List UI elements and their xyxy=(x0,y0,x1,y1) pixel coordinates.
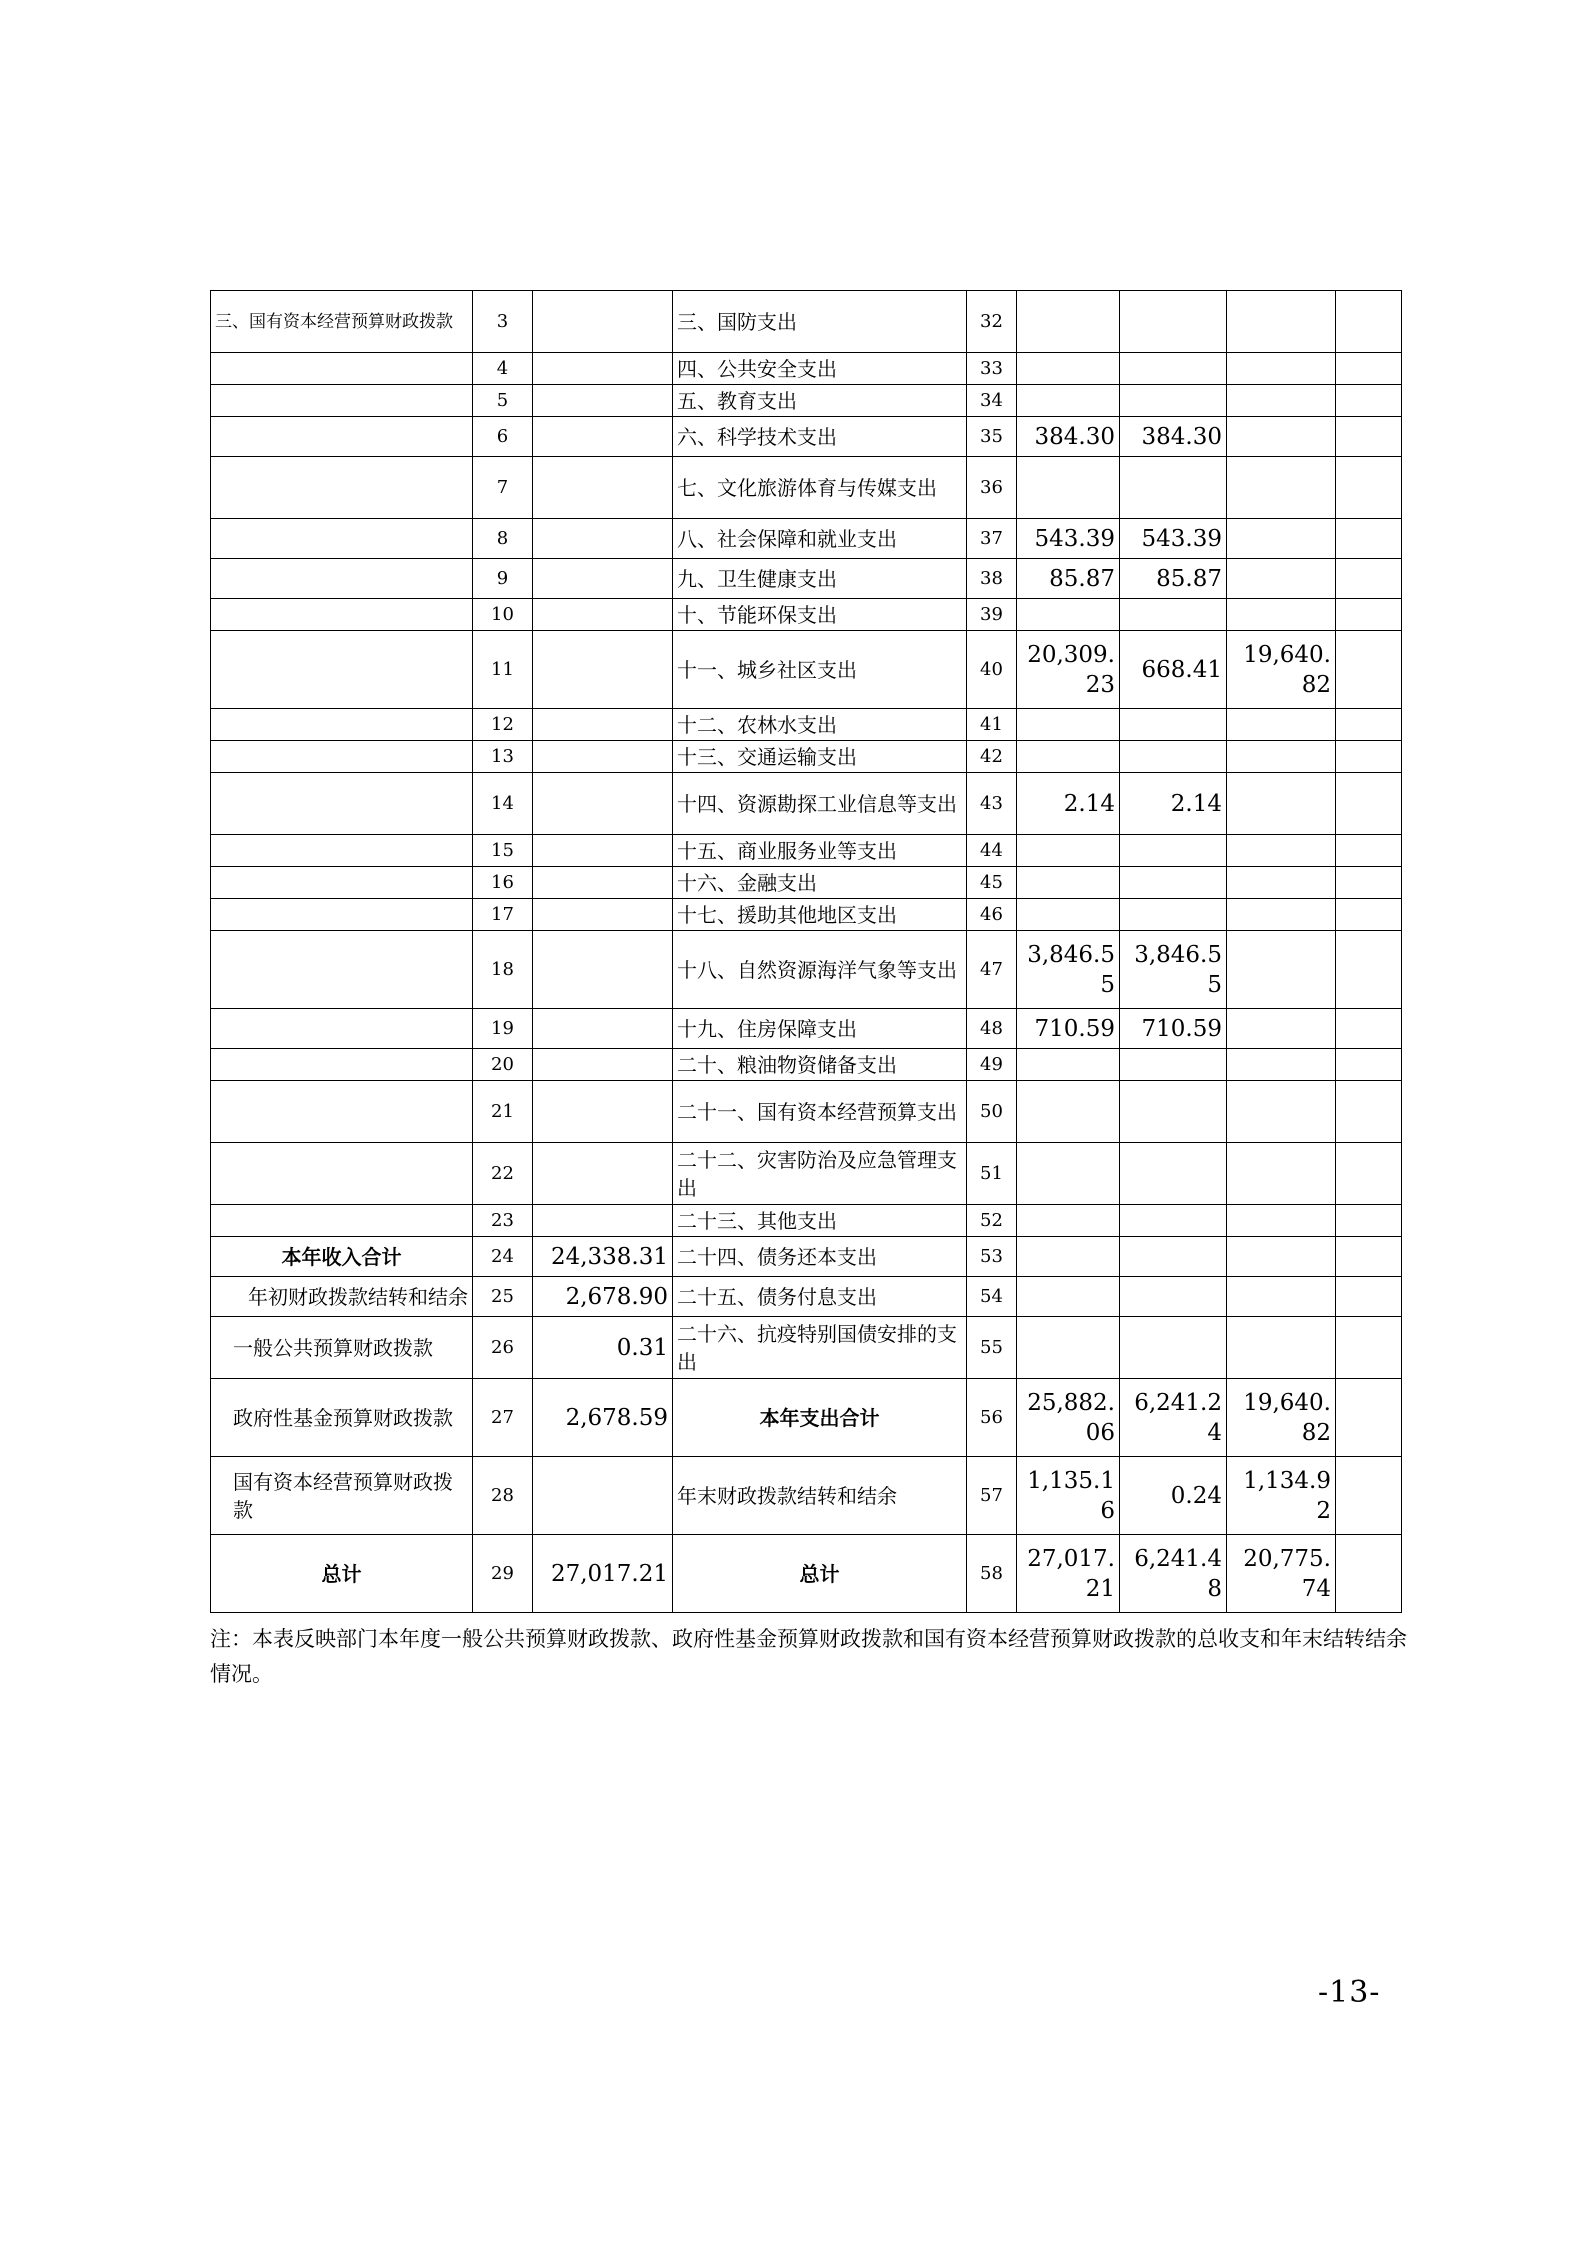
expense-item-cell: 二十三、其他支出 xyxy=(673,1205,967,1237)
income-amount-cell xyxy=(533,1457,673,1535)
income-line-number-cell: 26 xyxy=(473,1317,533,1379)
income-amount-cell xyxy=(533,417,673,457)
expense-line-number-cell: 45 xyxy=(967,867,1017,899)
table-row xyxy=(211,899,1402,931)
state-capital-budget-cell xyxy=(1336,1081,1402,1143)
income-amount-cell xyxy=(533,931,673,1009)
expense-line-number-cell: 38 xyxy=(967,559,1017,599)
expense-total-cell: 20,309.23 xyxy=(1017,631,1120,709)
income-amount-cell xyxy=(533,631,673,709)
table-row xyxy=(211,741,1402,773)
income-item-cell xyxy=(211,385,473,417)
expense-item-cell: 十八、自然资源海洋气象等支出 xyxy=(673,931,967,1009)
expense-total-cell: 543.39 xyxy=(1017,519,1120,559)
income-line-number-cell: 24 xyxy=(473,1237,533,1277)
income-line-number-cell: 5 xyxy=(473,385,533,417)
income-amount-cell: 24,338.31 xyxy=(533,1237,673,1277)
expense-item-cell: 六、科学技术支出 xyxy=(673,417,967,457)
income-amount-cell xyxy=(533,385,673,417)
expense-total-cell xyxy=(1017,385,1120,417)
fund-budget-cell xyxy=(1227,773,1336,835)
fund-budget-cell: 19,640.82 xyxy=(1227,1379,1336,1457)
table-row xyxy=(211,353,1402,385)
fund-budget-cell xyxy=(1227,1009,1336,1049)
expense-line-number-cell: 55 xyxy=(967,1317,1017,1379)
income-item-cell xyxy=(211,457,473,519)
expense-item-cell: 总计 xyxy=(673,1535,967,1613)
expense-item-cell: 八、社会保障和就业支出 xyxy=(673,519,967,559)
expense-total-cell: 710.59 xyxy=(1017,1009,1120,1049)
income-line-number-cell: 17 xyxy=(473,899,533,931)
expense-line-number-cell: 53 xyxy=(967,1237,1017,1277)
expense-line-number-cell: 43 xyxy=(967,773,1017,835)
expense-total-cell: 384.30 xyxy=(1017,417,1120,457)
income-item-cell: 一般公共预算财政拨款 xyxy=(211,1317,473,1379)
state-capital-budget-cell xyxy=(1336,773,1402,835)
expense-line-number-cell: 37 xyxy=(967,519,1017,559)
expense-item-cell: 二十二、灾害防治及应急管理支出 xyxy=(673,1143,967,1205)
general-budget-cell: 384.30 xyxy=(1120,417,1227,457)
table-row xyxy=(211,291,1402,353)
general-budget-cell: 6,241.48 xyxy=(1120,1535,1227,1613)
general-budget-cell: 710.59 xyxy=(1120,1009,1227,1049)
state-capital-budget-cell xyxy=(1336,353,1402,385)
state-capital-budget-cell xyxy=(1336,1205,1402,1237)
income-amount-cell xyxy=(533,867,673,899)
state-capital-budget-cell xyxy=(1336,1457,1402,1535)
expense-line-number-cell: 36 xyxy=(967,457,1017,519)
income-amount-cell xyxy=(533,291,673,353)
general-budget-cell xyxy=(1120,835,1227,867)
expense-item-cell: 十二、农林水支出 xyxy=(673,709,967,741)
expense-total-cell xyxy=(1017,291,1120,353)
income-line-number-cell: 16 xyxy=(473,867,533,899)
general-budget-cell xyxy=(1120,1317,1227,1379)
expense-item-cell: 十五、商业服务业等支出 xyxy=(673,835,967,867)
table-row xyxy=(211,385,1402,417)
fund-budget-cell xyxy=(1227,1049,1336,1081)
income-amount-cell xyxy=(533,559,673,599)
table-row xyxy=(211,1535,1402,1613)
expense-total-cell xyxy=(1017,1205,1120,1237)
income-item-cell xyxy=(211,417,473,457)
state-capital-budget-cell xyxy=(1336,1143,1402,1205)
expense-item-cell: 十七、援助其他地区支出 xyxy=(673,899,967,931)
expense-total-cell xyxy=(1017,899,1120,931)
general-budget-cell xyxy=(1120,1277,1227,1317)
expense-line-number-cell: 58 xyxy=(967,1535,1017,1613)
income-line-number-cell: 13 xyxy=(473,741,533,773)
income-line-number-cell: 23 xyxy=(473,1205,533,1237)
income-line-number-cell: 20 xyxy=(473,1049,533,1081)
general-budget-cell xyxy=(1120,457,1227,519)
general-budget-cell xyxy=(1120,1143,1227,1205)
expense-line-number-cell: 47 xyxy=(967,931,1017,1009)
fund-budget-cell xyxy=(1227,1205,1336,1237)
expense-item-cell: 年末财政拨款结转和结余 xyxy=(673,1457,967,1535)
fund-budget-cell xyxy=(1227,1143,1336,1205)
income-line-number-cell: 7 xyxy=(473,457,533,519)
table-note: 注：本表反映部门本年度一般公共预算财政拨款、政府性基金预算财政拨款和国有资本经营预算财政拨款的总收支和年末结转结余情况。 xyxy=(210,1627,1407,1686)
income-item-cell xyxy=(211,899,473,931)
expense-item-cell: 七、文化旅游体育与传媒支出 xyxy=(673,457,967,519)
income-amount-cell xyxy=(533,519,673,559)
state-capital-budget-cell xyxy=(1336,559,1402,599)
expense-item-cell: 三、国防支出 xyxy=(673,291,967,353)
state-capital-budget-cell xyxy=(1336,931,1402,1009)
table-row xyxy=(211,709,1402,741)
state-capital-budget-cell xyxy=(1336,1277,1402,1317)
income-item-cell xyxy=(211,599,473,631)
expense-total-cell xyxy=(1017,1277,1120,1317)
expense-line-number-cell: 44 xyxy=(967,835,1017,867)
expense-total-cell: 85.87 xyxy=(1017,559,1120,599)
table-row xyxy=(211,599,1402,631)
expense-item-cell: 十一、城乡社区支出 xyxy=(673,631,967,709)
income-item-cell: 国有资本经营预算财政拨款 xyxy=(211,1457,473,1535)
income-item-cell xyxy=(211,867,473,899)
fund-budget-cell xyxy=(1227,519,1336,559)
income-line-number-cell: 12 xyxy=(473,709,533,741)
general-budget-cell xyxy=(1120,741,1227,773)
fund-budget-cell xyxy=(1227,1081,1336,1143)
income-amount-cell xyxy=(533,773,673,835)
table-row xyxy=(211,1317,1402,1379)
expense-item-cell: 九、卫生健康支出 xyxy=(673,559,967,599)
general-budget-cell xyxy=(1120,867,1227,899)
income-amount-cell: 0.31 xyxy=(533,1317,673,1379)
expense-line-number-cell: 54 xyxy=(967,1277,1017,1317)
page-number: -13- xyxy=(1318,1975,1381,2010)
income-amount-cell xyxy=(533,1049,673,1081)
expense-total-cell: 1,135.16 xyxy=(1017,1457,1120,1535)
general-budget-cell: 3,846.55 xyxy=(1120,931,1227,1009)
table-row xyxy=(211,1143,1402,1205)
state-capital-budget-cell xyxy=(1336,457,1402,519)
state-capital-budget-cell xyxy=(1336,519,1402,559)
income-item-cell: 本年收入合计 xyxy=(211,1237,473,1277)
income-line-number-cell: 11 xyxy=(473,631,533,709)
table-row xyxy=(211,931,1402,1009)
expense-total-cell xyxy=(1017,1049,1120,1081)
general-budget-cell xyxy=(1120,1081,1227,1143)
income-item-cell: 总计 xyxy=(211,1535,473,1613)
expense-line-number-cell: 56 xyxy=(967,1379,1017,1457)
expense-total-cell xyxy=(1017,1317,1120,1379)
general-budget-cell xyxy=(1120,709,1227,741)
expense-item-cell: 二十、粮油物资储备支出 xyxy=(673,1049,967,1081)
income-line-number-cell: 8 xyxy=(473,519,533,559)
expense-line-number-cell: 52 xyxy=(967,1205,1017,1237)
income-line-number-cell: 9 xyxy=(473,559,533,599)
state-capital-budget-cell xyxy=(1336,631,1402,709)
expense-item-cell: 二十一、国有资本经营预算支出 xyxy=(673,1081,967,1143)
state-capital-budget-cell xyxy=(1336,1535,1402,1613)
state-capital-budget-cell xyxy=(1336,741,1402,773)
table-row xyxy=(211,867,1402,899)
income-line-number-cell: 25 xyxy=(473,1277,533,1317)
state-capital-budget-cell xyxy=(1336,1009,1402,1049)
state-capital-budget-cell xyxy=(1336,599,1402,631)
table-row xyxy=(211,417,1402,457)
expense-line-number-cell: 57 xyxy=(967,1457,1017,1535)
income-item-cell xyxy=(211,559,473,599)
income-line-number-cell: 29 xyxy=(473,1535,533,1613)
expense-total-cell: 27,017.21 xyxy=(1017,1535,1120,1613)
income-item-cell xyxy=(211,1081,473,1143)
income-item-cell: 政府性基金预算财政拨款 xyxy=(211,1379,473,1457)
income-item-cell xyxy=(211,931,473,1009)
income-line-number-cell: 14 xyxy=(473,773,533,835)
state-capital-budget-cell xyxy=(1336,867,1402,899)
income-amount-cell xyxy=(533,709,673,741)
fund-budget-cell xyxy=(1227,867,1336,899)
expense-total-cell xyxy=(1017,1081,1120,1143)
income-amount-cell xyxy=(533,457,673,519)
expense-line-number-cell: 49 xyxy=(967,1049,1017,1081)
expense-item-cell: 十三、交通运输支出 xyxy=(673,741,967,773)
expense-total-cell xyxy=(1017,741,1120,773)
income-amount-cell xyxy=(533,1081,673,1143)
table-row xyxy=(211,519,1402,559)
table-row xyxy=(211,1237,1402,1277)
income-amount-cell xyxy=(533,1009,673,1049)
income-item-cell xyxy=(211,835,473,867)
income-item-cell xyxy=(211,773,473,835)
expense-line-number-cell: 40 xyxy=(967,631,1017,709)
income-item-cell xyxy=(211,1205,473,1237)
general-budget-cell xyxy=(1120,385,1227,417)
expense-total-cell xyxy=(1017,867,1120,899)
income-line-number-cell: 21 xyxy=(473,1081,533,1143)
income-item-cell xyxy=(211,1049,473,1081)
table-row xyxy=(211,1205,1402,1237)
general-budget-cell: 2.14 xyxy=(1120,773,1227,835)
income-item-cell: 三、国有资本经营预算财政拨款 xyxy=(211,291,473,353)
income-line-number-cell: 15 xyxy=(473,835,533,867)
fund-budget-cell xyxy=(1227,417,1336,457)
general-budget-cell: 6,241.24 xyxy=(1120,1379,1227,1457)
income-item-cell xyxy=(211,1143,473,1205)
state-capital-budget-cell xyxy=(1336,1049,1402,1081)
expense-total-cell xyxy=(1017,1143,1120,1205)
state-capital-budget-cell xyxy=(1336,291,1402,353)
income-amount-cell xyxy=(533,1205,673,1237)
state-capital-budget-cell xyxy=(1336,1317,1402,1379)
general-budget-cell: 543.39 xyxy=(1120,519,1227,559)
income-amount-cell: 2,678.90 xyxy=(533,1277,673,1317)
income-amount-cell: 27,017.21 xyxy=(533,1535,673,1613)
state-capital-budget-cell xyxy=(1336,1237,1402,1277)
expense-line-number-cell: 50 xyxy=(967,1081,1017,1143)
income-amount-cell xyxy=(533,741,673,773)
fund-budget-cell xyxy=(1227,741,1336,773)
expense-line-number-cell: 42 xyxy=(967,741,1017,773)
fiscal-appropriation-table xyxy=(210,290,1402,1613)
expense-item-cell: 十、节能环保支出 xyxy=(673,599,967,631)
income-line-number-cell: 22 xyxy=(473,1143,533,1205)
expense-total-cell: 25,882.06 xyxy=(1017,1379,1120,1457)
table-row xyxy=(211,773,1402,835)
expense-total-cell: 3,846.55 xyxy=(1017,931,1120,1009)
fund-budget-cell xyxy=(1227,385,1336,417)
table-row xyxy=(211,1009,1402,1049)
income-line-number-cell: 10 xyxy=(473,599,533,631)
income-amount-cell xyxy=(533,899,673,931)
expense-line-number-cell: 39 xyxy=(967,599,1017,631)
general-budget-cell xyxy=(1120,1237,1227,1277)
state-capital-budget-cell xyxy=(1336,709,1402,741)
income-item-cell xyxy=(211,1009,473,1049)
fund-budget-cell xyxy=(1227,931,1336,1009)
fund-budget-cell xyxy=(1227,899,1336,931)
income-amount-cell xyxy=(533,599,673,631)
income-amount-cell: 2,678.59 xyxy=(533,1379,673,1457)
table-row xyxy=(211,1277,1402,1317)
expense-item-cell: 二十四、债务还本支出 xyxy=(673,1237,967,1277)
expense-item-cell: 十六、金融支出 xyxy=(673,867,967,899)
income-item-cell xyxy=(211,709,473,741)
budget-table-container xyxy=(210,290,1402,1613)
fund-budget-cell xyxy=(1227,1317,1336,1379)
state-capital-budget-cell xyxy=(1336,1379,1402,1457)
fund-budget-cell xyxy=(1227,457,1336,519)
expense-item-cell: 二十六、抗疫特别国债安排的支出 xyxy=(673,1317,967,1379)
expense-total-cell xyxy=(1017,709,1120,741)
fund-budget-cell: 1,134.92 xyxy=(1227,1457,1336,1535)
expense-total-cell xyxy=(1017,835,1120,867)
income-item-cell xyxy=(211,519,473,559)
general-budget-cell xyxy=(1120,291,1227,353)
fund-budget-cell: 19,640.82 xyxy=(1227,631,1336,709)
income-line-number-cell: 19 xyxy=(473,1009,533,1049)
fund-budget-cell xyxy=(1227,1237,1336,1277)
expense-item-cell: 四、公共安全支出 xyxy=(673,353,967,385)
general-budget-cell xyxy=(1120,599,1227,631)
expense-item-cell: 十四、资源勘探工业信息等支出 xyxy=(673,773,967,835)
table-row xyxy=(211,1379,1402,1457)
income-line-number-cell: 28 xyxy=(473,1457,533,1535)
expense-line-number-cell: 48 xyxy=(967,1009,1017,1049)
table-row xyxy=(211,631,1402,709)
fund-budget-cell xyxy=(1227,291,1336,353)
expense-item-cell: 二十五、债务付息支出 xyxy=(673,1277,967,1317)
fund-budget-cell xyxy=(1227,835,1336,867)
income-line-number-cell: 6 xyxy=(473,417,533,457)
income-item-cell: 年初财政拨款结转和结余 xyxy=(211,1277,473,1317)
general-budget-cell xyxy=(1120,1049,1227,1081)
general-budget-cell: 668.41 xyxy=(1120,631,1227,709)
expense-total-cell xyxy=(1017,353,1120,385)
general-budget-cell xyxy=(1120,899,1227,931)
expense-item-cell: 本年支出合计 xyxy=(673,1379,967,1457)
general-budget-cell xyxy=(1120,1205,1227,1237)
state-capital-budget-cell xyxy=(1336,835,1402,867)
table-body xyxy=(211,291,1402,1613)
income-line-number-cell: 18 xyxy=(473,931,533,1009)
fund-budget-cell xyxy=(1227,709,1336,741)
income-line-number-cell: 3 xyxy=(473,291,533,353)
general-budget-cell: 0.24 xyxy=(1120,1457,1227,1535)
state-capital-budget-cell xyxy=(1336,899,1402,931)
income-amount-cell xyxy=(533,353,673,385)
fund-budget-cell xyxy=(1227,559,1336,599)
table-row xyxy=(211,835,1402,867)
income-line-number-cell: 4 xyxy=(473,353,533,385)
fund-budget-cell: 20,775.74 xyxy=(1227,1535,1336,1613)
expense-line-number-cell: 33 xyxy=(967,353,1017,385)
expense-line-number-cell: 32 xyxy=(967,291,1017,353)
table-row xyxy=(211,1049,1402,1081)
expense-line-number-cell: 41 xyxy=(967,709,1017,741)
expense-item-cell: 十九、住房保障支出 xyxy=(673,1009,967,1049)
expense-line-number-cell: 46 xyxy=(967,899,1017,931)
expense-item-cell: 五、教育支出 xyxy=(673,385,967,417)
income-line-number-cell: 27 xyxy=(473,1379,533,1457)
fund-budget-cell xyxy=(1227,599,1336,631)
expense-total-cell: 2.14 xyxy=(1017,773,1120,835)
expense-line-number-cell: 34 xyxy=(967,385,1017,417)
income-amount-cell xyxy=(533,1143,673,1205)
expense-line-number-cell: 35 xyxy=(967,417,1017,457)
general-budget-cell xyxy=(1120,353,1227,385)
expense-total-cell xyxy=(1017,1237,1120,1277)
state-capital-budget-cell xyxy=(1336,385,1402,417)
table-row xyxy=(211,457,1402,519)
fund-budget-cell xyxy=(1227,353,1336,385)
table-row xyxy=(211,559,1402,599)
general-budget-cell: 85.87 xyxy=(1120,559,1227,599)
income-item-cell xyxy=(211,741,473,773)
table-row xyxy=(211,1457,1402,1535)
fund-budget-cell xyxy=(1227,1277,1336,1317)
income-item-cell xyxy=(211,631,473,709)
expense-total-cell xyxy=(1017,599,1120,631)
expense-total-cell xyxy=(1017,457,1120,519)
table-row xyxy=(211,1081,1402,1143)
income-item-cell xyxy=(211,353,473,385)
state-capital-budget-cell xyxy=(1336,417,1402,457)
income-amount-cell xyxy=(533,835,673,867)
expense-line-number-cell: 51 xyxy=(967,1143,1017,1205)
